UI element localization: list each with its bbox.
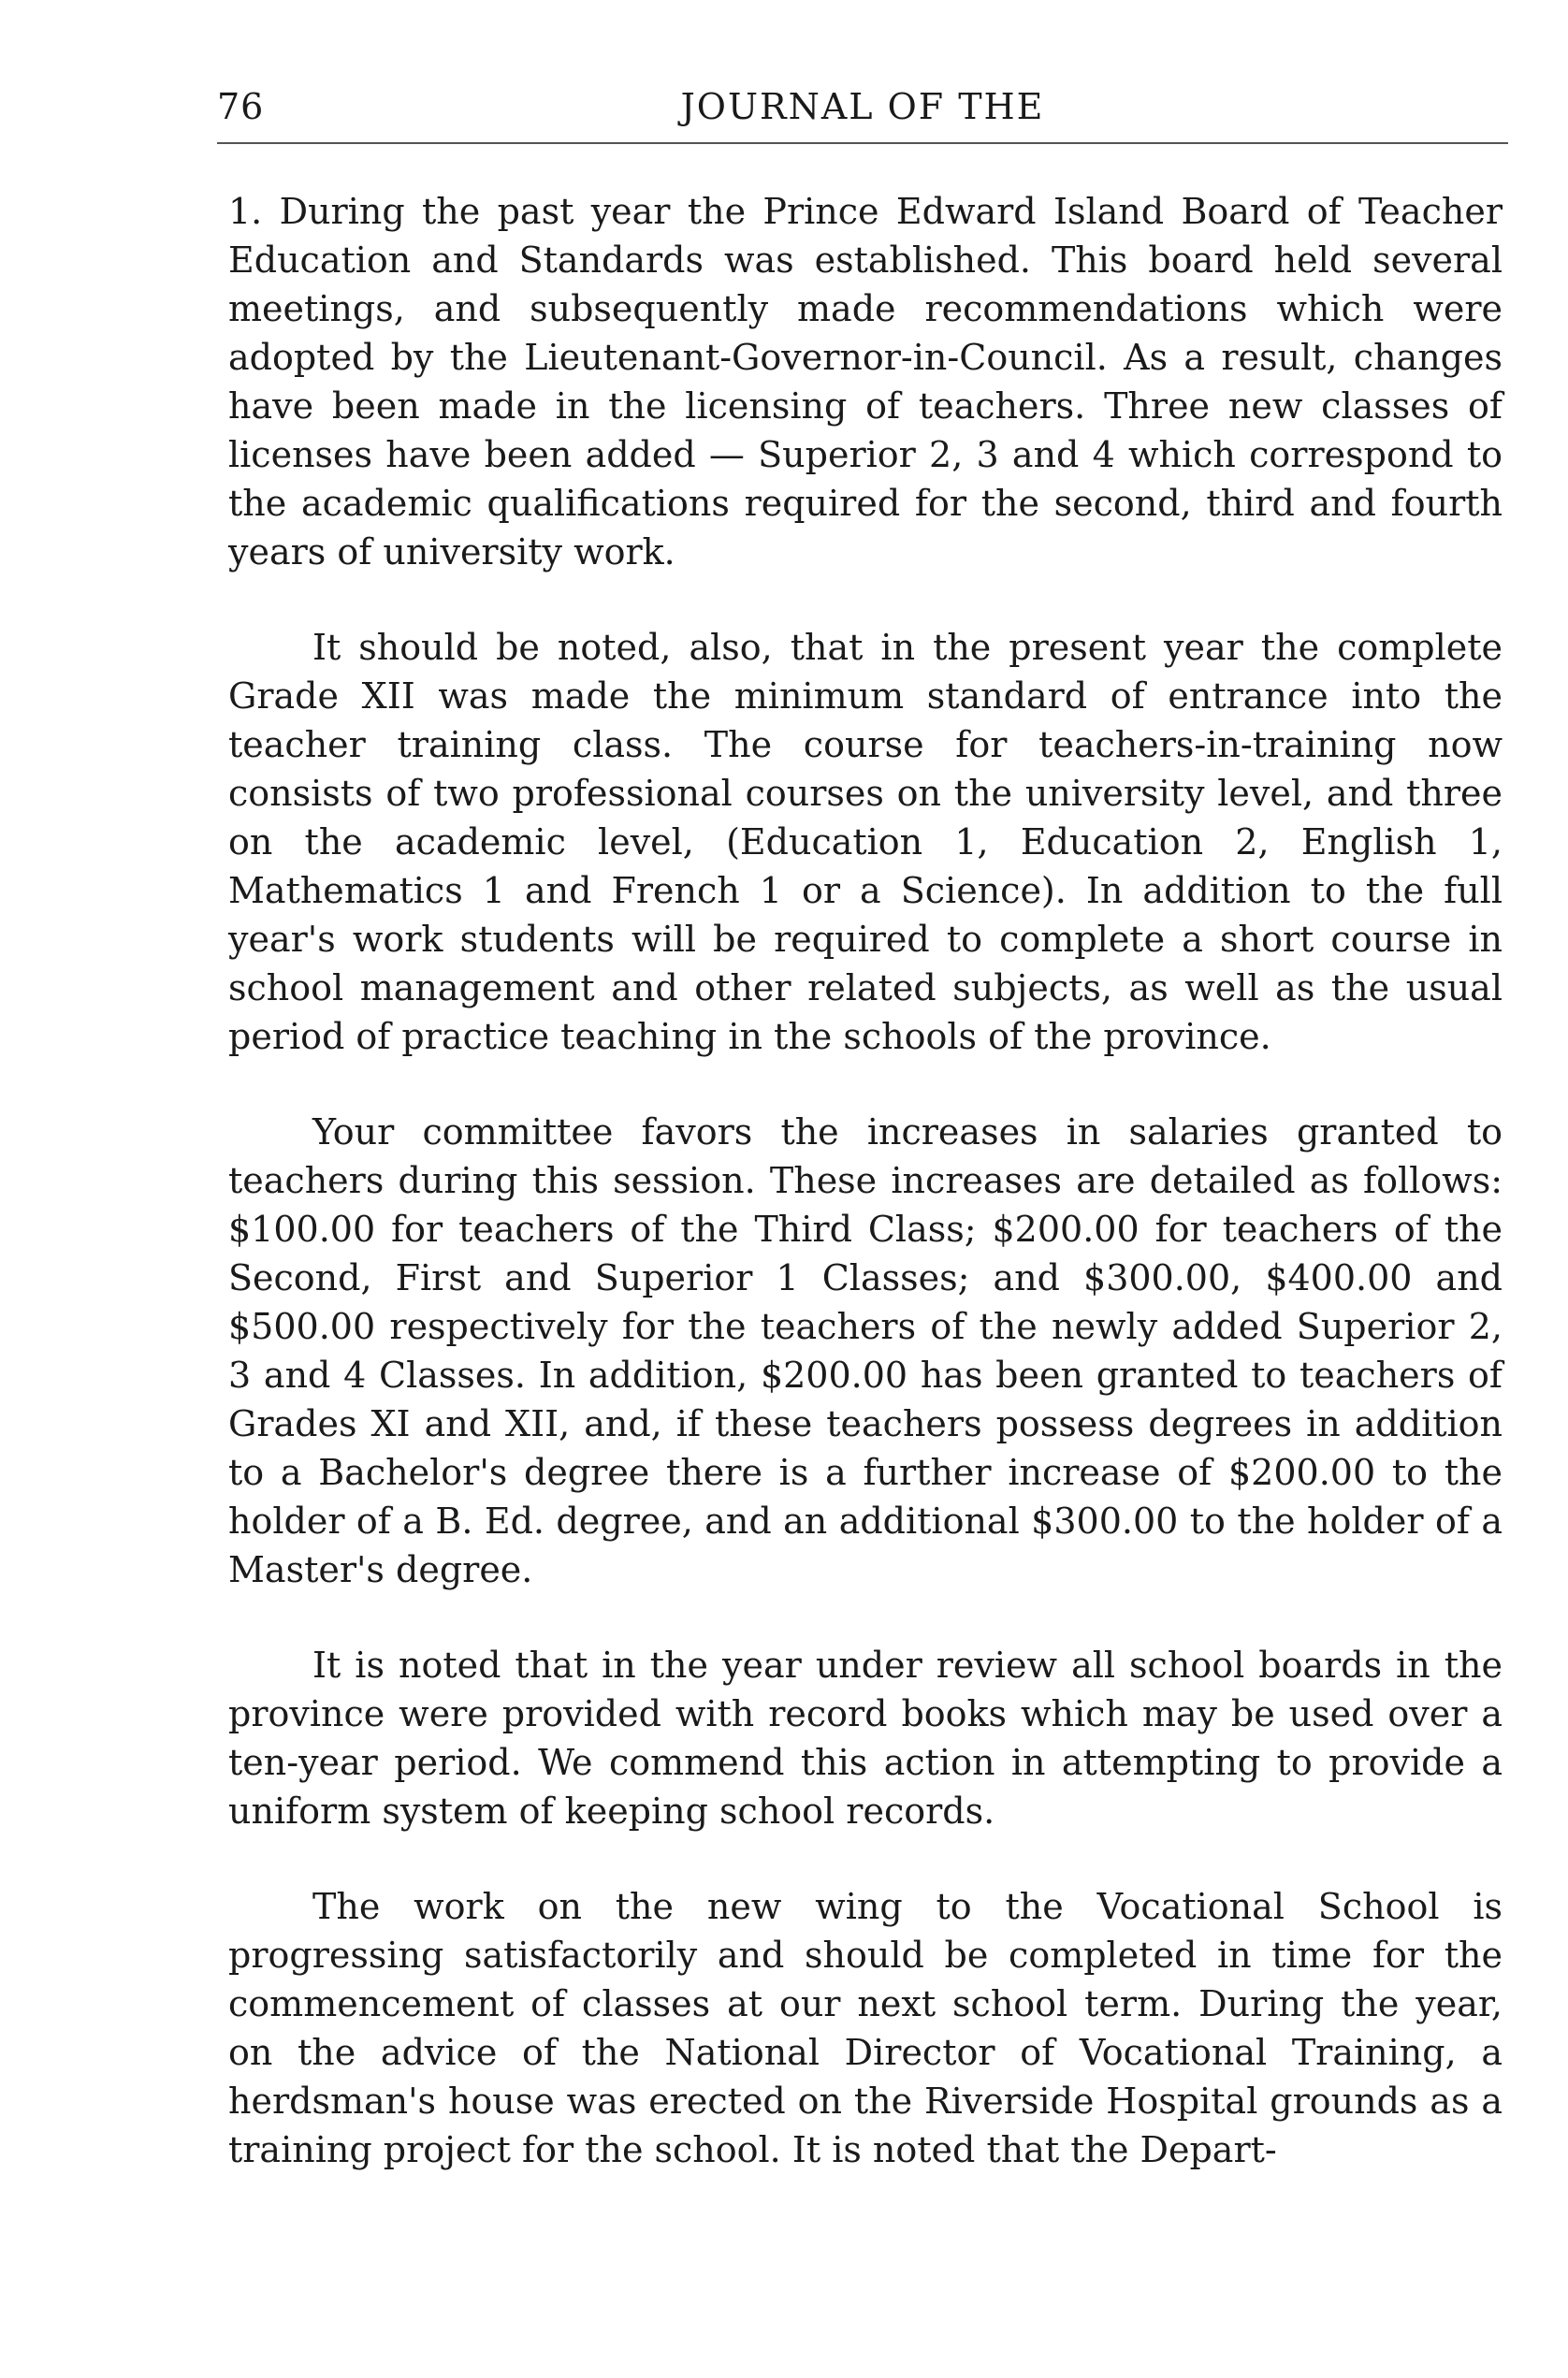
body-text [228,187,1503,2221]
paragraph-5: The work on the new wing to the Vocational School is progressing satisfactorily and should be completed in time for the commencement of classes at our next school term. During the year, on the advice of the National Director of Vocational Training, a herdsman's house was erected on the Riverside Hospital grounds as a training project for the school. It is noted that the Depart- [228,1886,1503,2170]
page-header [217,79,1508,135]
header-rule [217,142,1508,144]
paragraph-1: 1. During the past year the Prince Edward Island Board of Teacher Education and Standards was established. This board held several meetings, and subsequently made recommendations which were adopted by the Lieutenant-Governor-in-Council. As a result, changes have been made in the licensing of teachers. Three new classes of licenses have been added — Superior 2, 3 and 4 which correspond to the academic qualifications required for the second, third and fourth years of university work. [228,191,1503,573]
paragraph-2: It should be noted, also, that in the present year the complete Grade XII was made the minimum standard of entrance into the teacher training class. The course for teachers-in-training now consists of two professional courses on the university level, and three on the academic level, (Education 1, Education 2, English 1, Mathematics 1 and French 1 or a Science). In addition to the full year's work students will be required to complete a short course in school management and other related subjects, as well as the usual period of practice teaching in the schools of the province. [228,627,1503,1057]
paragraph-3: Your committee favors the increases in salaries granted to teachers during this session. These increases are detailed as follows: $100.00 for teachers of the Third Class; $200.00 for teachers of the Second, First and Superior 1 Classes; and $300.00, $400.00 and $500.00 respectively for the teachers of the newly added Superior 2, 3 and 4 Classes. In addition, $200.00 has been granted to teachers of Grades XI and XII, and, if these teachers possess degrees in addition to a Bachelor's degree there is a further increase of $200.00 to the holder of a B. Ed. degree, and an additional $300.00 to the holder of a Master's degree. [228,1111,1503,1590]
page-number: 76 [217,86,265,127]
paragraph-4: It is noted that in the year under review all school boards in the province were provided with record books which may be used over a ten-year period. We commend this action in attempting to provide a uniform system of keeping school records. [228,1645,1503,1832]
running-title: JOURNAL OF THE [680,86,1045,127]
